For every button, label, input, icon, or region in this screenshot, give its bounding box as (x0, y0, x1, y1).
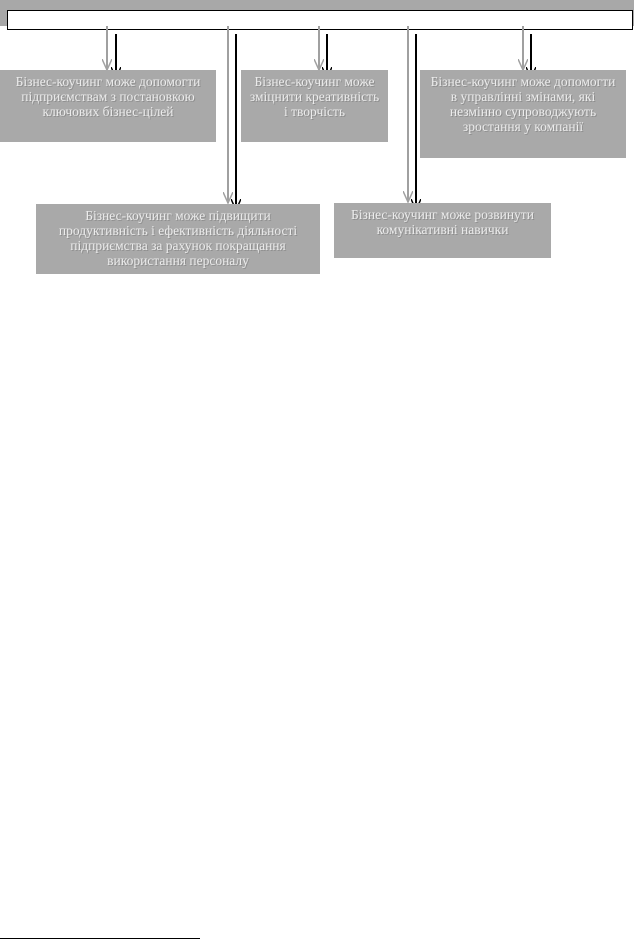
footnote-rule (0, 938, 200, 939)
coaching-benefit-goals: Бізнес-коучинг може допомогти підприємствам з постановкою ключових бізнес-цілей (0, 70, 216, 142)
coaching-benefit-change-management: Бізнес-коучинг може допомогти в управлінні змінами, які незмінно супроводжують зростання у компанії (420, 70, 626, 158)
coaching-benefit-creativity: Бізнес-коучинг може зміцнити креативність і творчість (241, 70, 388, 142)
coaching-benefit-communication: Бізнес-коучинг може розвинути комунікативні навички (334, 203, 551, 258)
coaching-benefit-productivity: Бізнес-коучинг може підвищити продуктивність і ефективність діяльності підприємства за рахунок покращання використання персоналу (36, 204, 320, 274)
